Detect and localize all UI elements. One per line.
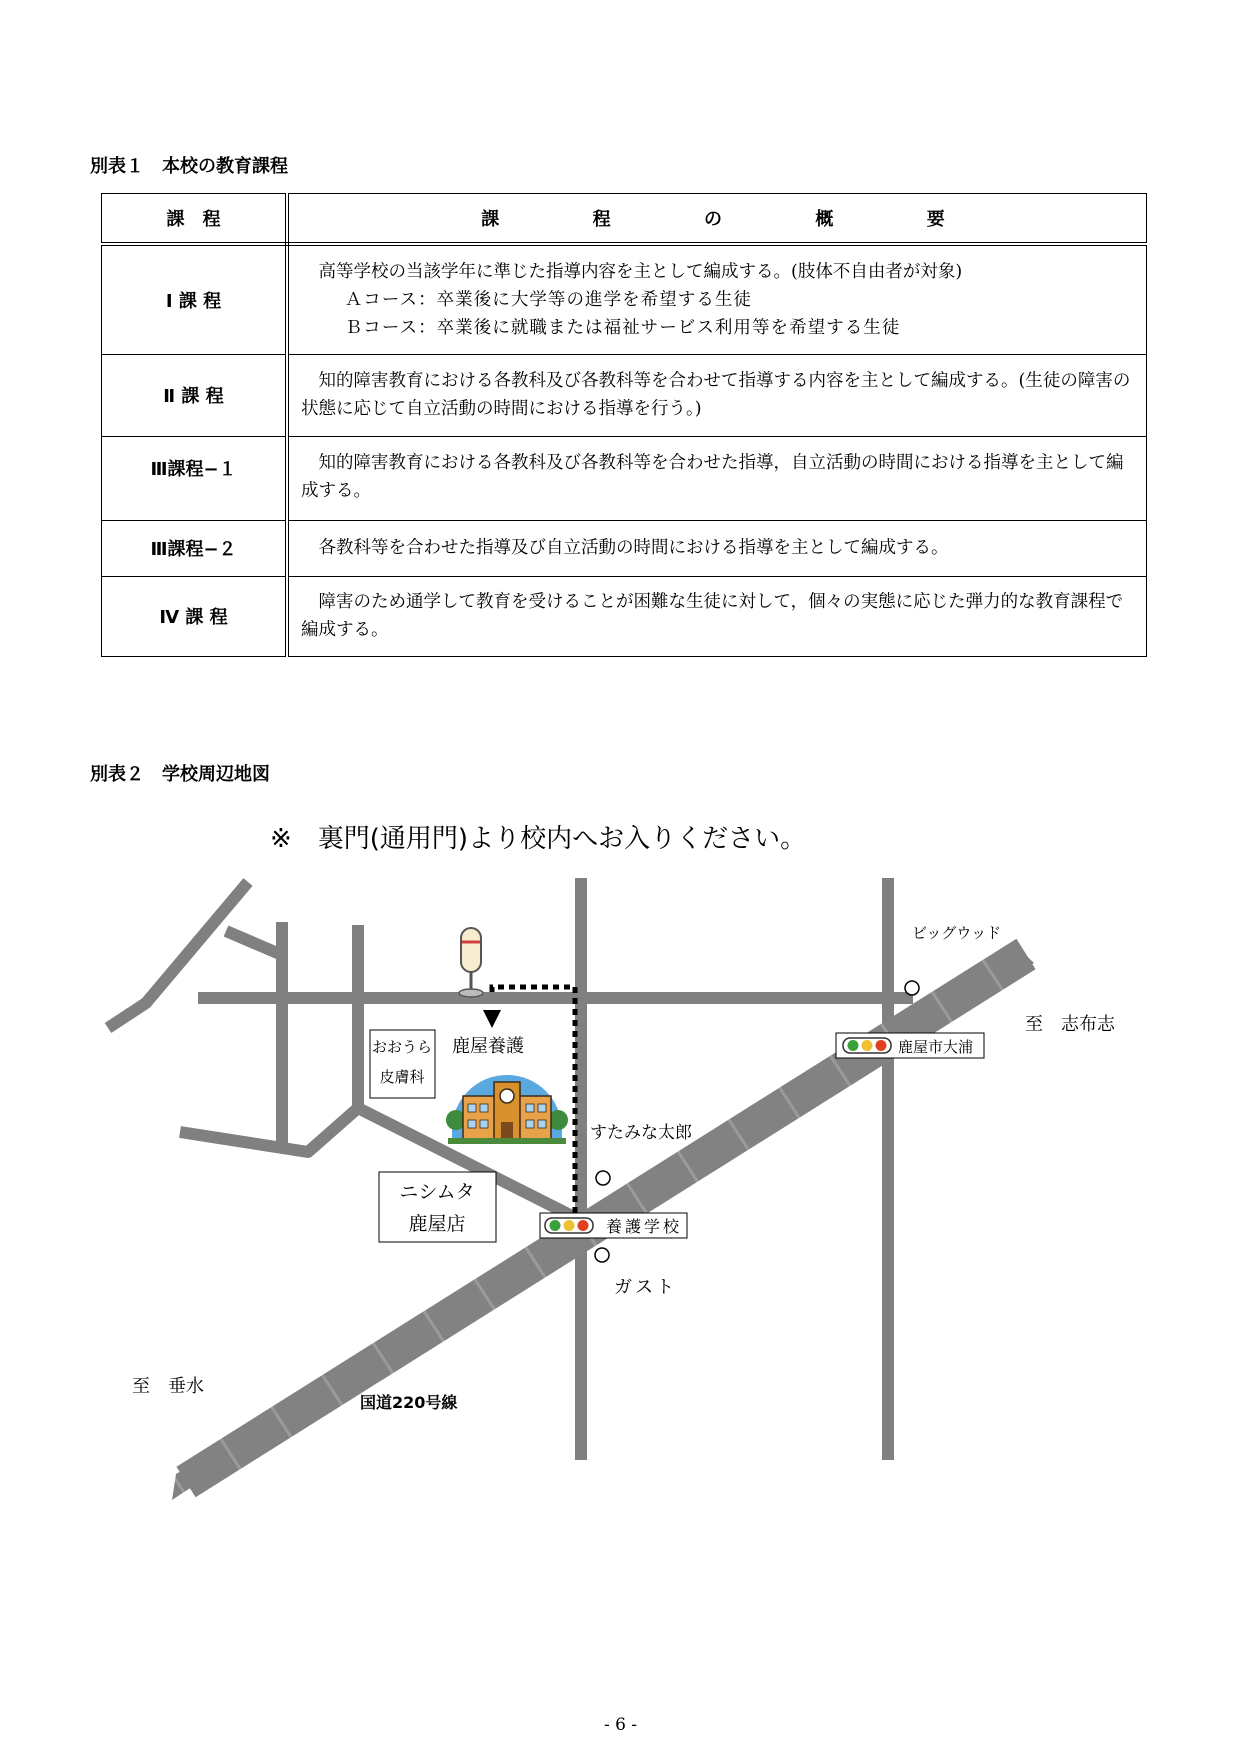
gusto-marker (595, 1248, 609, 1262)
description-text: 各教科等を合わせた指導及び自立活動の時間における指導を主として編成する。 (318, 538, 949, 558)
course-description (287, 520, 1147, 576)
page-number: - 6 - (603, 1715, 638, 1735)
dermatology-label: 皮膚科 (379, 1068, 425, 1086)
table-row (102, 436, 1147, 520)
traffic-light-icon (843, 1038, 891, 1053)
course-name: Ⅲ課程−２ (102, 520, 288, 576)
bigwood-label: ビッグウッド (912, 924, 1002, 942)
table-row (102, 244, 1147, 354)
gusto-label: ガスト (614, 1277, 677, 1298)
description-text: 知的障害教育における各教科及び各教科等を合わせて指導する内容を主として編成する。(生徒の障害の状態に応じて自立活動の時間における指導を行う。) (301, 371, 1131, 419)
sutamina-taro-label: すたみな太郎 (590, 1123, 692, 1143)
sutamina-taro-marker (596, 1171, 610, 1185)
description-line: Ａコース：卒業後に大学等の進学を希望する生徒 (344, 289, 752, 310)
table-row (102, 520, 1147, 576)
course-name: Ⅱ 課 程 (102, 354, 288, 436)
to-tarumizu-label: 至 垂水 (132, 1376, 204, 1397)
description-text: 知的障害教育における各教科及び各教科等を合わせた指導，自立活動の時間における指導を主として編成する。 (301, 452, 1124, 501)
header-overview-char: 課 (481, 209, 509, 230)
table-heading: 別表１ 本校の教育課程 (90, 156, 288, 177)
bigwood-marker (905, 981, 919, 995)
route-220-label: 国道220号線 (360, 1393, 458, 1412)
arrow-down-icon (483, 1010, 501, 1028)
table-header-row (102, 194, 1147, 245)
header-overview-char: 程 (592, 209, 620, 230)
dermatology-label: おおうら (371, 1038, 433, 1056)
table-row (102, 576, 1147, 656)
header-overview-char: 概 (815, 209, 843, 230)
course-name: Ⅳ 課 程 (102, 576, 288, 656)
header-overview-char: 要 (926, 209, 954, 230)
curriculum-table (101, 193, 1147, 657)
road (108, 882, 248, 1028)
course-name: Ⅰ 課 程 (102, 244, 288, 354)
course-name: Ⅲ課程−１ (102, 436, 288, 520)
description-line: Ｂコース：卒業後に就職または福祉サービス利用等を希望する生徒 (344, 317, 901, 338)
bus-stop-icon (459, 928, 483, 997)
traffic-light-icon (545, 1218, 593, 1233)
roads (108, 878, 913, 1460)
header-overview-char: の (703, 209, 731, 230)
course-description (287, 354, 1147, 436)
course-description (287, 576, 1147, 656)
school-label: 鹿屋養護 (452, 1036, 524, 1057)
signal-yogo-school-label: 養護学校 (606, 1217, 683, 1236)
entrance-notice: ※ 裏門(通用門)より校内へお入りください。 (270, 824, 807, 854)
header-overview (287, 194, 1147, 245)
header-course: 課 程 (102, 194, 288, 245)
to-shibushi-label: 至 志布志 (1025, 1014, 1115, 1035)
table-row (102, 354, 1147, 436)
course-description (287, 436, 1147, 520)
description-text: 障害のため通学して教育を受けることが困難な生徒に対して，個々の実態に応じた弾力的な教育課程で編成する。 (301, 592, 1124, 640)
signal-kanoya-oura-label: 鹿屋市大浦 (898, 1038, 974, 1056)
school-building-icon (446, 1075, 568, 1144)
map-heading: 別表２ 学校周辺地図 (90, 764, 270, 785)
school-area-map (0, 860, 1241, 1510)
nishimuta-label: ニシムタ (399, 1181, 475, 1203)
description-line: 高等学校の当該学年に準じた指導内容を主として編成する。(肢体不自由者が対象) (318, 261, 963, 282)
course-description (287, 244, 1147, 354)
nishimuta-label: 鹿屋店 (408, 1213, 466, 1235)
road (226, 931, 282, 955)
